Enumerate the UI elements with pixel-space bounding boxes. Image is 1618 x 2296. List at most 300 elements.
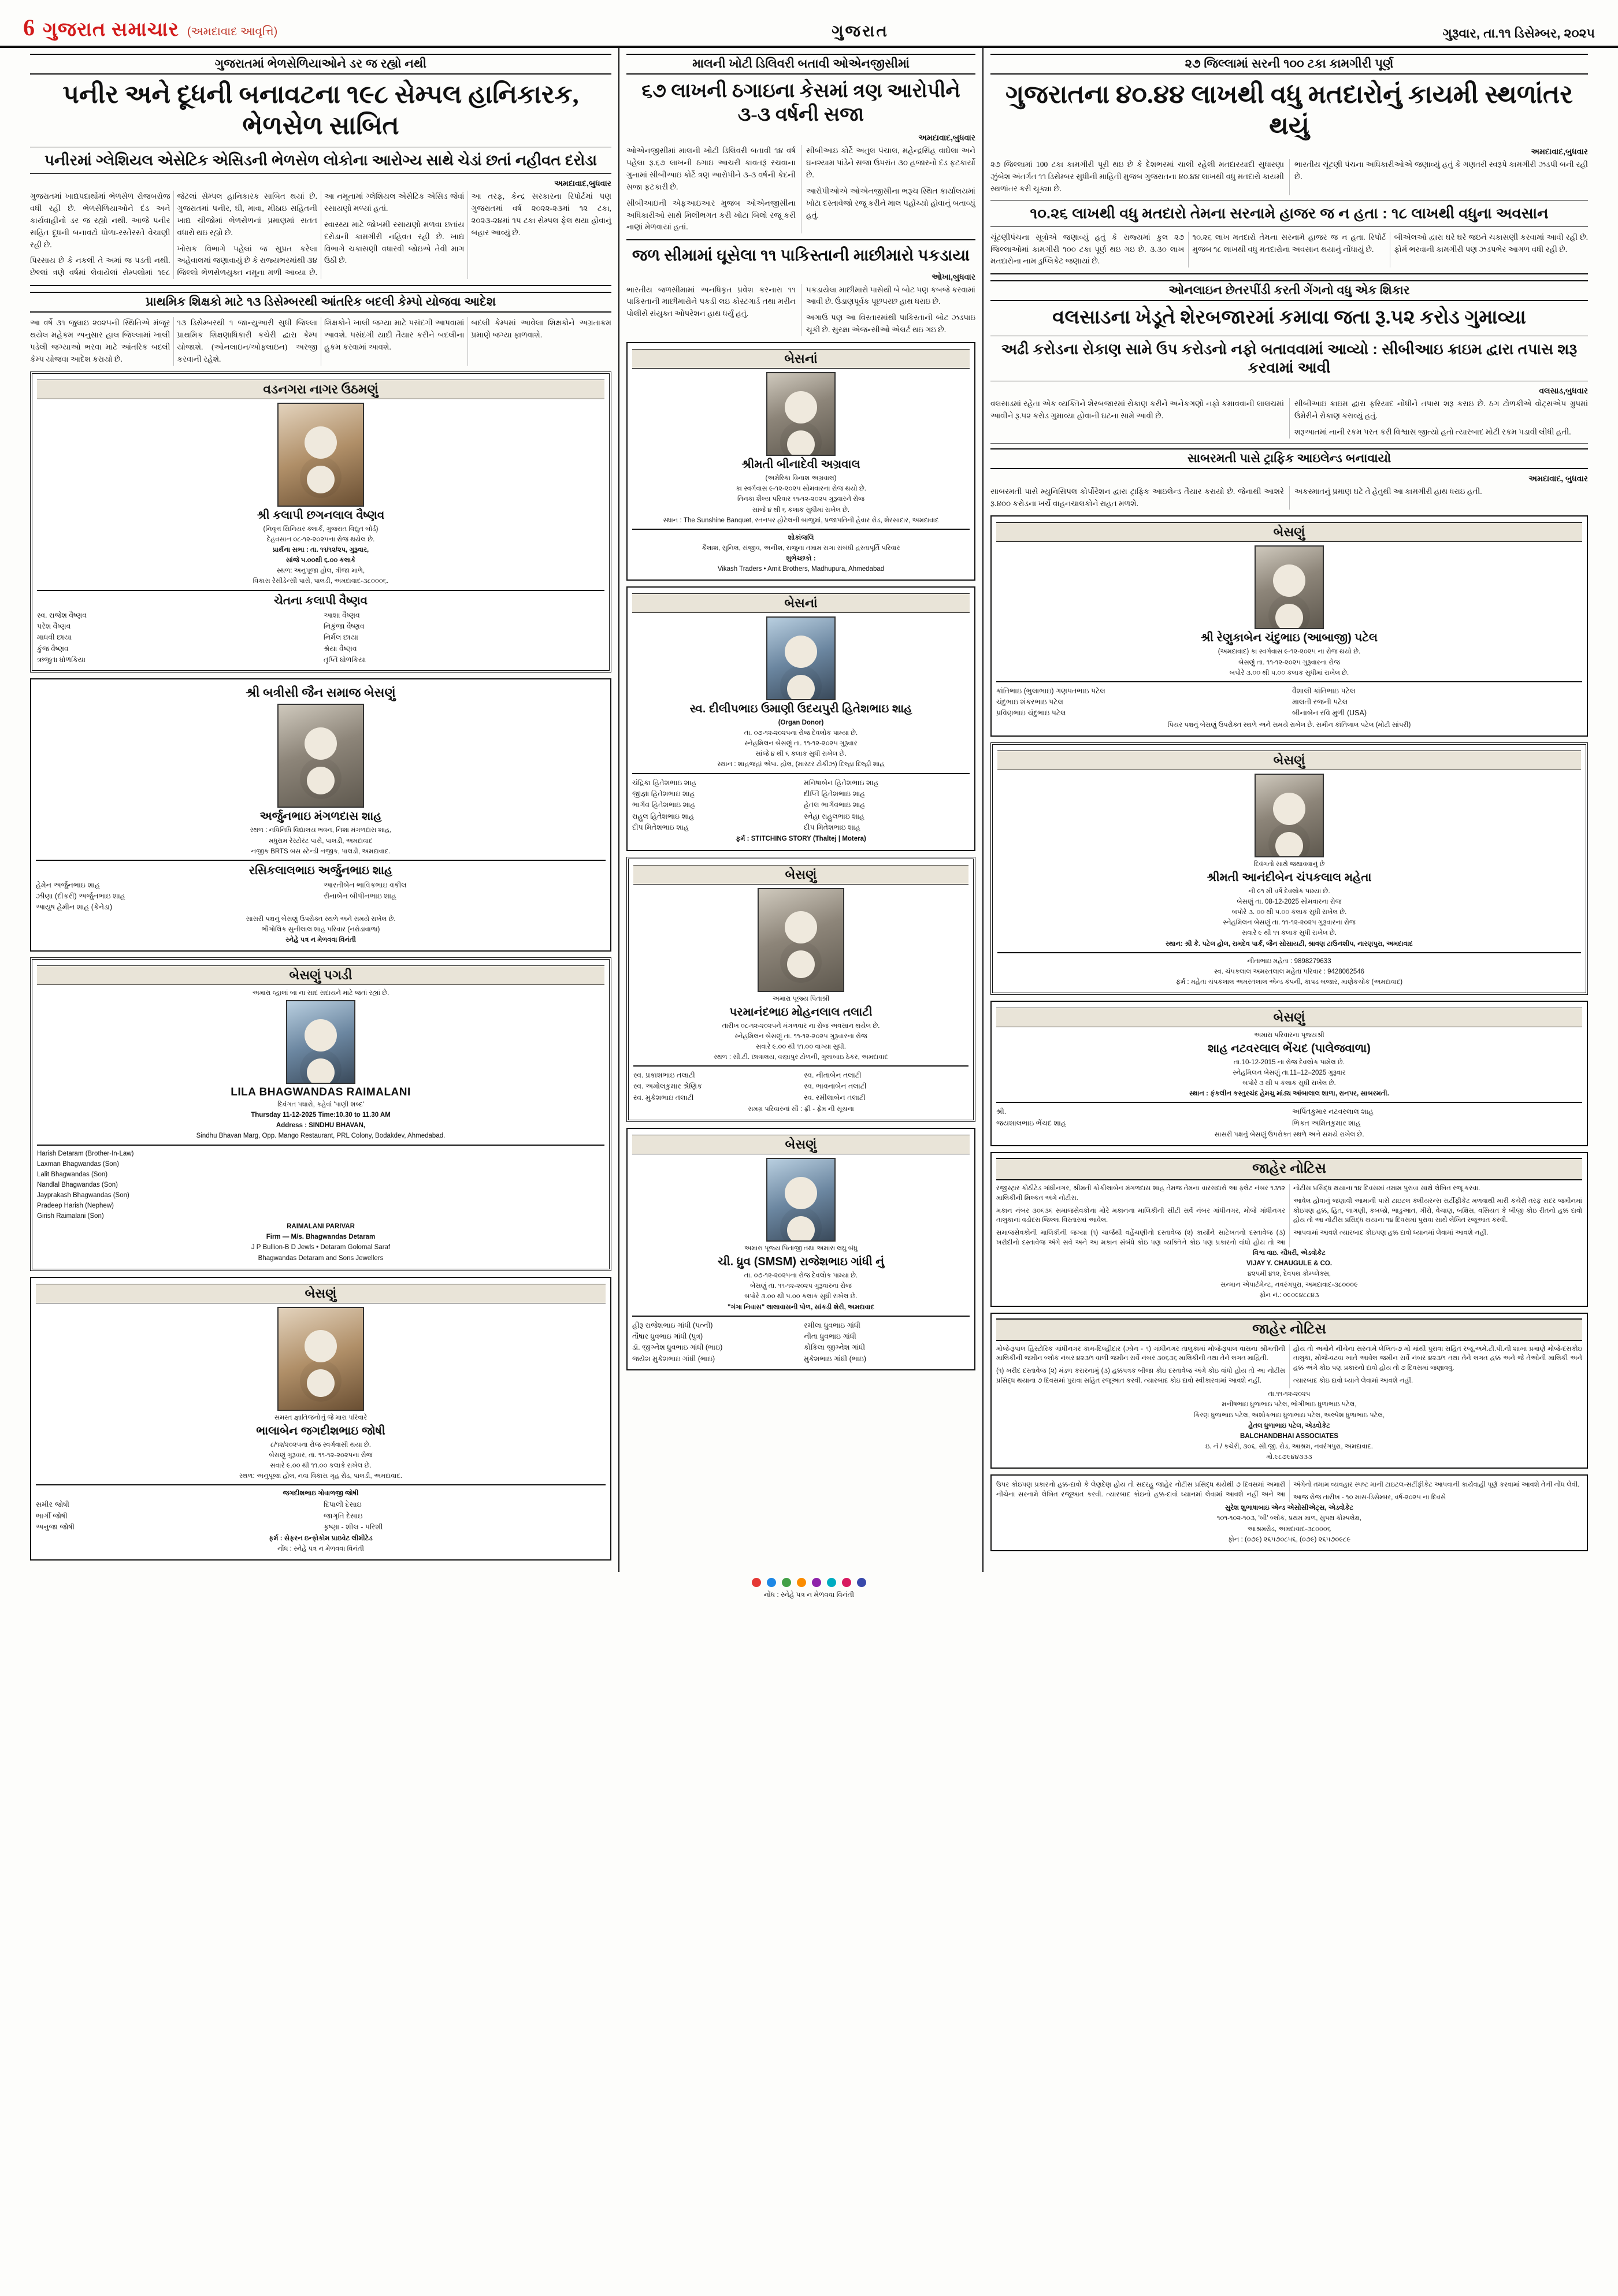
c3-story3-kicker: સાબરમતી પાસે ટ્રાફિક આઇલેન્ડ બનાવાયો xyxy=(990,448,1588,469)
paragraph: સીબીઆઇની એફઆઇઆર મુજબ ઓએનજીસીના અધિકારીઓ સાથે મિલીભગત કરી ખોટા બિલો રજૂ કરી નાણાં મેળવાયાં હતાં. xyxy=(626,198,796,232)
family-member: માધવી છાયા xyxy=(37,633,72,642)
notice-paragraph: આજ રોજ તારીખ - ૧૦ માસ-ડિસેમ્બર, વર્ષ-૨૦૨૫ ના દિવસે xyxy=(1293,1493,1446,1501)
deceased-portrait xyxy=(277,704,364,808)
registration-dot xyxy=(782,1578,791,1587)
c3-story1-subhead: ૧૦.૨૬ લાખથી વધુ મતદારો તેમના સરનામે હાજર જ ન હતા : ૧૮ લાખથી વધુના અવસાન xyxy=(990,200,1588,227)
family-member: અર્પિતકુમાર નટવરલાલ શાહ xyxy=(1292,1108,1374,1116)
family-member: દીપ્તિ હિતેશભાઇ શાહ xyxy=(804,789,866,798)
registration-dot xyxy=(752,1578,761,1587)
deceased-name: શ્રી કલાપી છગનલાલ વૈષ્ણવ xyxy=(257,508,385,522)
ad-line: (નિવૃત્ત સિનિયર ક્લાર્ક, ગુજરાત વિદ્યુત બોર્ડ) xyxy=(263,525,378,533)
notice-body xyxy=(996,1344,1582,1389)
ad-subtitle: (અમેરિકા વિનાશ અગ્રવાલ) xyxy=(765,475,837,482)
family-member: રીનાબેન બીપીનભાઇ શાહ xyxy=(324,892,397,901)
family-member: હેતલ ભાર્ગવભાઇ શાહ xyxy=(804,801,866,809)
ad-venue: સ્થાન : શાહજહાં એપા. હોલ, (માસ્ટર ટોકીઝ) દિલ્હા દિલ્હી શાહ xyxy=(717,761,885,768)
family-member: ડૉ. જીગ્નેશ ધ્રુવભાઇ ગાંધી (ભાઇ) xyxy=(632,1343,723,1352)
paragraph: અકસ્માતનું પ્રમાણ ઘટે તે હેતુથી આ કામગીરી હાથ ધરાઇ હતી. xyxy=(1294,486,1482,496)
deceased-name: શાહ નટવરલાલ ભેંચદ (પાલેજવાળા) xyxy=(1208,1042,1371,1055)
deceased-name: ભાલાબેન જગદીશભાઇ જોષી xyxy=(256,1424,385,1437)
ad-line: તા.10-12-2015 ના રોજ દેવલોક પામેલ છે. xyxy=(1234,1058,1345,1066)
family-member: જયશાલભાઇ ભેંચદ શાહ xyxy=(996,1119,1066,1127)
ad-footer: સાસરી પક્ષનું બેસણું ઉપરોક્ત સ્થળે અને સમયે રાખેલ છે. xyxy=(246,915,396,923)
c3-story2-kicker: ઓનલાઇન છેતરપીંડી કરતી ગેંગનો વધુ એક શિકાર xyxy=(990,280,1588,301)
deceased-name: શ્રીમતી બીનાદેવી અગ્રવાલ xyxy=(741,458,860,471)
notice-paragraph: હોય તો અમોને નીચેના સરનામે લેખિત-૭ મો માંથી પુરાવા સહિત રજૂ.અમે.ટી.પી.ની શાખા પ્રમાણે મોજે-દસકોઇ તાલુકા, મોજે-વટવા ખાતે આવેલ જમીન સર્વે નંબર ૪૨૩/૧ તથા તેને લગત હક્ક અને જે તેઓની માલિકી અને હક્ક અંગે કોઇ પણ પ્રકારનો દાવો હોય તો ૭ દિવસમાં જણાવવું. xyxy=(1293,1345,1582,1372)
column-left xyxy=(23,48,618,1572)
family-head: રસિકલાલભાઇ અર્જુનભાઇ શાહ xyxy=(248,864,393,877)
ad-banner: બેસણું xyxy=(997,751,1581,770)
family-names xyxy=(996,686,1582,719)
ad-banner: બેસનાં xyxy=(632,593,970,613)
relative: Harish Detaram (Brother-In-Law) xyxy=(37,1150,134,1157)
notice-paragraph: ત્યારબાદ કોઇ દાવો ધ્યાને લેવામાં આવશે નહીં. xyxy=(1293,1377,1413,1384)
family-member: જાગૃતિ દેસાઇ xyxy=(324,1511,363,1520)
ad-venue: સ્થાન: શ્રી કે. પટેલ હોલ, રામદેવ પાર્ક, જૈન સોસાયટી, શ્રાવણ ટાઉનશીપ, નારણપુરા, અમદાવાદ xyxy=(1166,940,1413,948)
deceased-name: પરમાનંદભાઇ મોહનલાલ તલાટી xyxy=(729,1005,873,1019)
ad-line: દિવંગત પધારો, કહેવાં 'પાણી શબ્દ' xyxy=(277,1101,364,1109)
notice-firm: સુરેશ શુભાષાબાઇ એન્ડ એસોસીએટ્સ, એડવોકેટ xyxy=(1224,1504,1354,1512)
deceased-portrait xyxy=(766,616,836,700)
deceased-name: શ્રીમતી આનંદીબેન ચંપકલાલ મહેતા xyxy=(1207,871,1372,885)
notice-body xyxy=(996,1184,1582,1247)
ad-venue: સ્થાન : ફંકલીન કસ્તુરચંદ હેમચુ માંડ્ય આંબાલાલ શાળા, રાનપર, સાબરમતી. xyxy=(1189,1090,1389,1098)
contact-phone[interactable]: સ્વ. ચંપકલાલ અમરતલાલ મહેતા પરિવાર : 9428062546 xyxy=(1214,968,1365,975)
c2-story1-dateline: અમદાવાદ,બુધવાર xyxy=(918,132,975,142)
mourners-title: શોકાંજલિ xyxy=(788,534,814,541)
family-names xyxy=(633,1070,968,1104)
firm-line: Bhagwandas Detaram and Sons Jewellers xyxy=(258,1254,384,1262)
c3-story2-headline: વલસાડના ખેડૂતે શેરબજારમાં કમાવા જતા રૂ.૫૨ કરોડ ગુમાવ્યા xyxy=(1052,307,1526,329)
c3-story1-kicker: ૨૭ જિલ્લામાં સરની ૧૦૦ ટકા કામગીરી પૂર્ણ xyxy=(990,54,1588,75)
story1-headline: પનીર અને દૂધની બનાવટના ૧૯૮ સેમ્પલ હાનિકારક, ભેળસેળ સાબિત xyxy=(62,80,579,140)
c3-story1-dateline: અમદાવાદ,બુધવાર xyxy=(1531,147,1588,157)
notice-paragraph: આપવામાં આવશે ત્યારબાદ કોઇપણ હક્ક દાવો ધ્યાનમાં લેવામાં આવશે નહીં. xyxy=(1293,1229,1489,1236)
ad-line: સવારે ૯.૦૦ થી ૧૧.૦૦ વાગ્યા સુધી. xyxy=(756,1043,846,1050)
ad-banner: બેસણું xyxy=(996,522,1582,542)
family-member: વૈશાલી કાંતિભાઇ પટેલ xyxy=(1292,686,1356,695)
ad-line: નજીક BRTS બસ સ્ટેન્ડી નજીક, પાલડી, અમદાવાદ. xyxy=(251,848,391,855)
ad-banner: બેસણું xyxy=(996,1008,1582,1027)
ad-note: દિવંગતો સાથે જથાવવાનું છે xyxy=(1253,860,1325,868)
ad-footer: સમગ્ર પરિવારનાં સૌ : ફ્રી - ફ્રેમ ની સૂચના xyxy=(748,1106,854,1113)
column-center xyxy=(618,48,982,1572)
family-member: સ્વ. નીતાબેન તલાટી xyxy=(804,1071,862,1079)
notice-phone[interactable]: ફોન નં.: ૦૯૦૯૪૮૮૪૩ xyxy=(1259,1291,1319,1299)
c3-story1-body xyxy=(990,159,1588,195)
ad-line: કા સ્વર્ગવાસ ૯-૧૨-૨૦૨૫ સોમવારના રોજ થયો છે. xyxy=(735,485,866,493)
story1-body xyxy=(30,191,611,279)
paragraph: ગુજરાતમાં ખાદ્યપદાર્થોમાં ભેળસેળ રોજબરોજ વધી રહી છે. ભેળસેળિયાઓને દંડ અને કાર્યવાહીનો ડર જ રહ્યો નથી. આજે પનીર સહિત દૂધની બનાવટો ધોળા-રસ્તેરસ્તે વેચાણી રહી છે. xyxy=(30,191,170,249)
ad-line: સ્થળ : નવિનિધિ વિદ્યાલય ભવન, નિશા મંગળદાસ શાહ, xyxy=(250,827,392,834)
ad-footer: ફર્મ : મહેતા ચંપકલાલ અમરતલાલ એન્ડ કંપની, કાપડ બજાર, માણેકચોક (અમદાવાદ) xyxy=(1175,978,1403,986)
c3-story3-dateline: અમદાવાદ, બુધવાર xyxy=(1528,473,1588,483)
family-member: શ્રી. xyxy=(996,1108,1007,1116)
ad-line: સ્નેહમિલન બેસણું તા.11–12–2025 ગુરૂવાર xyxy=(1233,1069,1346,1077)
family-member: માલતી રજની પટેલ xyxy=(1292,698,1348,707)
paragraph: વલસાડમાં રહેતા એક વ્યક્તિને શેરબજારમાં રોકાણ કરીને અનેકગણો નફો કમાવવાની લાલચમાં આવીને રૂ.૫૨ કરોડ ગુમાવ્યા હોવાની ઘટના સામે આવી છે. xyxy=(990,399,1284,420)
registration-dot xyxy=(857,1578,866,1587)
family-names xyxy=(37,610,604,666)
notice-signature: હેતલ ધુળાભાઇ પટેલ, એડવોકેટ xyxy=(1248,1422,1330,1429)
public-notice xyxy=(990,1152,1588,1307)
paragraph: સીબીઆઇ કોર્ટે અતુલ પંચાલ, મહેન્દ્રસિંહ વાઘેલા અને ઘનશ્યામ પાંડેને સજા ઉપરાંત ૩૦ હજારનો દંડ ફટકાર્યો છે. xyxy=(806,146,975,179)
ad-line: સાંજે ૫.૦૦થી ૬.૦૦ કલાકે xyxy=(285,557,356,564)
ad-line: સ્નેહમિલન બેસણું તા. ૧૧-૧૨-૨૦૨૫ ગુરૂવારના રોજ xyxy=(734,1032,867,1040)
notice-address: આશ્રમરોડ, અમદાવાદ-૩૮૦૦૦૬ xyxy=(1247,1525,1331,1533)
obituary-ad xyxy=(626,857,975,1123)
c2-story1-kicker: માલની ખોટી ડિલિવરી બતાવી ઓએનજીસીમાં xyxy=(626,54,975,75)
edition-label: (અમદાવાદ આવૃત્તિ) xyxy=(187,25,278,38)
family-member: ઋજુતા ધોળકિયા xyxy=(37,656,86,664)
paragraph: પિરસાય છે કે નકલી તે અમાં જ પડતી નથી. છેલ્લાં ત્રણે વર્ષમાં લેવાયેલાં સેમ્પલોમાં ૧૯૮ જેટલાં સેમ્પલ હાનિકારક સાબિત થયાં છે. ગુજરાતમાં પનીર, ઘી, માવા, મીઠાઇ સહિતની ખાદ્ય ચીજોમાં ભેળસેળનાં પ્રમાણમાં સતત વધારો થઇ રહ્યો છે. xyxy=(30,191,317,277)
ad-line: મધુરામ રેસ્ટોરંટ પાસે, પાલડી, અમદાવાદ xyxy=(269,837,373,845)
issue-date: ગુરૂવાર, તા.૧૧ ડિસેમ્બર, ૨૦૨૫ xyxy=(1442,26,1595,40)
color-registration-strip xyxy=(0,1572,1618,1589)
ad-line: સાંજે ૪ થી ૬ કલાક સુધી રાખેલ છે. xyxy=(755,751,847,758)
ad-line: સાંજે ૪ થી ૬ કલાક સુધીમાં રાખેલ છે. xyxy=(752,506,850,514)
c2-story2-headline: જળ સીમામાં ઘૂસેલા ૧૧ પાકિસ્તાની માછીમારો પકડાયા xyxy=(632,247,970,265)
family-member: પરેશ વૈષ્ણવ xyxy=(37,622,71,630)
deceased-name: અર્જુનભાઇ મંગળદાસ શાહ xyxy=(259,810,382,823)
paragraph: ભારતીય જળસીમામાં અનધિકૃત પ્રવેશ કરનારા ૧૧ પાકિસ્તાની માછીમારોને પકડી લઇ કોસ્ટગાર્ડ તથા મરીન પોલીસે સંયુક્ત ઓપરેશન હાથ ધર્યું હતું. xyxy=(626,285,796,318)
ad-banner: બેસણું xyxy=(36,1284,606,1303)
paragraph: ૧૩ ડિસેમ્બરથી ૧ જાન્યુઆરી સુધી જિલ્લા પ્રાથમિક શિક્ષણાધિકારી કચેરી દ્વારા કેમ્પ યોજાશે. (ઓનલાઇન/ઓફલાઇન) અરજી કરવાની રહેશે. xyxy=(177,318,317,364)
obituary-ad-english xyxy=(30,957,611,1271)
c2-story2-dateline: ઓખા,બુધવાર xyxy=(932,272,975,281)
obituary-ad xyxy=(990,742,1588,995)
notice-paragraph: મકાન નંબર ૩૦૬૩૬ સમાજસેવકોના મોરે મકાનના માલિકીની સીટી સર્વે નંબર ગાંધીનગર, મોજે ગાંધીનગર તાલુકાનાં વડોદરા જિલ્લા વિસ્તારમાં આવેલ. xyxy=(996,1207,1285,1224)
ad-line: તિનકા શૈલ્ય પરિવાર ૧૧-૧૨-૨૦૨૫ ગુરૂવારને રોજ xyxy=(737,496,864,503)
relative: Lalit Bhagwandas (Son) xyxy=(37,1171,108,1178)
firm-label: શુભેચ્છકો : xyxy=(786,555,816,562)
family-member: દીપ મિતેશભાઇ શાહ xyxy=(632,823,689,832)
notice-paragraph: રજીસ્ટ્રાર કોઠીટેડ ગાંધીનગર, શ્રીમતી કોકીલાબેન મંગળદાસ શાહ તેમજ તેમના વારસદારો આ ફ્લેટ નંબર ૧૩૧૨ માલિકીની મિલ્કત અંગે નોટીસ. xyxy=(996,1185,1285,1202)
notice-firm: BALCHANDBHAI ASSOCIATES xyxy=(1240,1432,1338,1440)
paragraph: સાબરમતી પાસે મ્યુનિસિપલ કોર્પોરેશન દ્વારા ટ્રાફિક આઇલેન્ડ તૈયાર કરાયો છે. જેનાથી આશરે રૂ.૪૦૦ કરોડના ખર્ચે વાહનચાલકોને રાહત મળશે. xyxy=(990,486,1284,508)
notice-signature: વિશ્વ વાઇ. ચૌધરી, એડવોકેટ xyxy=(1253,1250,1326,1257)
paragraph: સ્વાસ્થ્ય માટે જોખમી રસાયણો મળવા છતાંય દરોડાની કામગીરી નહિવત રહી છે. ખાદ્ય વિભાગે ચકાસણી વધારવી જોઇએ તેવી માગ ઉઠી છે. xyxy=(324,220,465,265)
family-member: આયુષ હેમીન શાહ (કેનેડા) xyxy=(36,903,113,912)
ad-when: Thursday 11-12-2025 Time:10.30 to 11.30 AM xyxy=(251,1112,391,1119)
registration-dot xyxy=(827,1578,836,1587)
notice-phone[interactable]: મો.૯૮૭૯૪૪૩૩૩ xyxy=(1266,1453,1312,1461)
paragraph: અગાઉ પણ આ વિસ્તારમાંથી પાકિસ્તાની બોટ ઝડપાઇ ચૂકી છે. સુરક્ષા એજન્સીઓ એલર્ટ થઇ ગઇ છે. xyxy=(806,313,975,335)
firm-name: ફર્મ : STITCHING STORY (Thaltej | Motera) xyxy=(736,835,866,843)
paragraph: આરોપીઓએ ઓએનજીસીના ભરૂચ સ્થિત કાર્યાલયમાં ખોટા દસ્તાવેજો રજૂ કરીને માલ પહોંચ્યો હોવાનું બતાવ્યું હતું. xyxy=(806,186,975,220)
address-label: Address : SINDHU BHAVAN, xyxy=(276,1122,366,1130)
family-member: સમીર જોષી xyxy=(36,1500,69,1509)
family-member: ભાર્ગવ હિતેશભાઇ શાહ xyxy=(632,801,696,809)
notice-address: ૧૦૧-૧૦૨-૧૦૩, 'બી' બ્લોક, પ્રથમ માળ, સુપથ કોમ્પલેક્ષ, xyxy=(1216,1515,1362,1522)
ad-line: બેસણું તા. ૧૧-૧૨-૨૦૨૫ ગુરૂવારના રોજ xyxy=(750,1283,852,1290)
notice-title: જાહેર નોટિસ xyxy=(996,1318,1582,1341)
notice-title: જાહેર નોટિસ xyxy=(996,1158,1582,1180)
ad-footer: ભૌગોલિક સુનીલાલ શાહ પરિવાર (નરોડાવાળા) xyxy=(261,926,380,933)
notice-paragraph: મોજે-રૂપાલ હિસ્ટોરિક ગાંધીનગર કામ-દિલ્હીદાર (ઝોન - ૧) ગાંધીનગર તાલુકામાં મોજે-રૂપાલ વાસના શ્રીમતીની માલિકીની જમીન બ્લોક નંબર ૪૨૩/૧ વાળી જમીન સર્વે નંબર ૩૦૬૩૬ માલિકીની તથા તેને લગત માહિતી. xyxy=(996,1345,1285,1362)
family-names xyxy=(36,1499,606,1533)
ad-note: અમારા પૂજ્ય પિતાજી તથા અમારા લઘુ બંધુ xyxy=(744,1245,858,1253)
family-member: કાંતિભાઇ (ભુલાભાઇ) ગણપતભાઇ પટેલ xyxy=(996,686,1105,695)
ad-note: નોંધ : સ્નેહે પત્ર ન મેળવવા વિનંતી xyxy=(277,1545,364,1553)
paragraph: ખોરાક વિભાગે પહેલાં જ સુપ્રત કરેલા અહેવાલમાં જણાવાયું છે કે રાજ્યભરમાંથી ૩૪ જિલ્લો ભેળસેળયુક્ત નમૂના મળી આવ્યા છે. આ નમૂનામાં ગ્લેશિયલ એસેટિક એસિડ જેવાં રસાયણો મળ્યાં હતાં. xyxy=(177,191,465,277)
column-right xyxy=(982,48,1595,1572)
ad-banner: બેસણું પગડી xyxy=(37,965,604,985)
page-footer-note: નોંધ : સ્નેહે પત્ર ન મેળવવા વિનંતી xyxy=(763,1591,855,1599)
family-head: જગદીશભાઇ ગોવાળજી જોષી xyxy=(283,1490,359,1498)
family-member: સ્નેહા રાહુલભાઇ શાહ xyxy=(804,812,864,820)
address: Sindhu Bhavan Marg, Opp. Mango Restaurant, PRL Colony, Bodakdev, Ahmedabad. xyxy=(196,1132,446,1140)
ad-footer: પિયર પક્ષનું બેસણું ઉપરોક્ત સ્થળે અને સમયે રાખેલ છે. સમીન કાંતિલાલ પટેલ (મોટી સાંપરી) xyxy=(1167,721,1411,729)
ad-line: સ્નેહમિલન બેસણું તા. ૧૧-૧૨-૨૦૨૫ ગુરૂવાર xyxy=(744,740,858,748)
ad-footer: સાસરી પક્ષનું બેસણું ઉપરોક્ત સ્થળે અને સમયે રાખેલ છે. xyxy=(1214,1131,1364,1139)
deceased-portrait xyxy=(1255,545,1324,629)
family-member: પ્રવિણભાઇ ચંદુભાઇ પટેલ xyxy=(996,709,1066,718)
ad-line: ની ૯૧ મી વર્ષે દેવલોક પામ્યા છે. xyxy=(1248,888,1330,896)
paragraph: ચૂંટણીપંચના સૂત્રોએ જણાવ્યું હતું કે રાજ્યમાં કુલ ૨૭ જિલ્લાઓમાં કામગીરી ૧૦૦ ટકા પૂર્ણ થઇ ગઇ છે. ૩.૩૦ લાખ મતદારોના નામ ડુપ્લિકેટ જણાયાં છે. xyxy=(990,232,1185,266)
family-member: ઝીણા (દીકરી) અર્જુનભાઇ શાહ xyxy=(36,892,125,901)
notice-address: ૪૨૫મી ૪૧૨, દેવપથ કોમ્પ્લેક્સ, xyxy=(1247,1270,1331,1278)
family-member: સ્વ. ભાવનાબેન તલાટી xyxy=(804,1082,867,1091)
ad-line: સવારે ૯.૦૦ થી ૧૧.૦૦ કલાકે રાખેલ છે. xyxy=(270,1462,372,1469)
ad-note: અમારા પરિવારના પૂજ્યશ્રી xyxy=(1254,1031,1324,1039)
deceased-portrait xyxy=(766,1158,836,1242)
ad-line: તારીખ ૦૮-૧૨-૨૦૨૫ને મંગળવાર ના રોજ અવસાન થયેલ છે. xyxy=(722,1022,880,1030)
ad-line: બપોરે ૩. ૦૦ થી ૫.૦૦ કલાક સુધી રાખેલ છે. xyxy=(1231,909,1347,916)
ad-line: વિકાસ રેસીડેન્સી પાસે, પાલડી, અમદાવાદ-૩૮૦૦૦૬. xyxy=(253,578,389,585)
notice-firm: VIJAY Y. CHAUGULE & CO. xyxy=(1246,1260,1333,1268)
deceased-portrait xyxy=(277,1307,364,1411)
c3-story2-subhead: અઢી કરોડના રોકાણ સામે ઉપ કરોડનો નફો બતાવવામાં આવ્યો : સીબીઆઇ ક્રાઇમ દ્વારા તપાસ શરૂ કરવામાં આવી xyxy=(990,336,1588,381)
paragraph: બીએલઓ દ્વારા ઘરે ઘરે જઇને ચકાસણી કરવામાં આવી રહી છે. ફોર્મ ભરવાની કામગીરી પણ ઝડપભેર આગળ વધી રહી છે. xyxy=(1394,232,1588,254)
masthead-left xyxy=(23,14,277,41)
ad-note: અમારા વ્હાલાં બા ના સાદ સદાયને માટે જતાં રહ્યાં છે. xyxy=(252,990,389,997)
family-names xyxy=(36,880,606,913)
ad-line: પ્રાર્થના સભા : તા. ૧૧/૧૨/૨૫, ગુરૂવાર, xyxy=(272,547,369,554)
story1-subhead: પનીરમાં ગ્લેશિયલ એસેટિક એસિડની ભેળસેળ લોકોના આરોગ્ય સાથે ચેડાં છતાં નહીવત દરોડા xyxy=(30,147,611,174)
relative: Girish Raimalani (Son) xyxy=(37,1213,104,1220)
paragraph: આ વર્ષે ૩૧ જુલાઇ ૨૦૨૫ની સ્થિતિએ મંજૂર થયેલ મહેકમ અનુસાર હાલ જિલ્લામાં ખાલી પડેલી જગ્યાઓ ભરવા માટે આંતરિક બદલી કેમ્પ યોજવા આદેશ કરાયો છે. xyxy=(30,318,170,364)
family-member: ચંદુભાઇ શંકરભાઇ પટેલ xyxy=(996,698,1063,707)
paragraph: શિક્ષકોને ખાલી જગ્યા માટે પસંદગી આપવામાં આવશે. પસંદગી યાદી તૈયાર કરીને બદલીના હુકમ કરવામાં આવશે. xyxy=(324,318,465,352)
paragraph: ૧૦.૨૬ લાખ મતદારો તેમના સરનામે હાજર જ ન હતા. રિપોર્ટ મુજબ ૧૮ લાખથી વધુ મતદારોના અવસાન થયાનું નોંધાયું છે. xyxy=(1192,232,1386,254)
paragraph: સીબીઆઇ ક્રાઇમ દ્વારા ફરિયાદ નોંધીને તપાસ શરૂ કરાઇ છે. ઠગ ટોળકીએ વોટ્સએપ ગ્રુપમાં ઉમેરીને રોકાણ કરાવ્યું હતું. xyxy=(1294,399,1588,420)
obituary-ad xyxy=(626,1128,975,1370)
family-member: તૌષાર ધ્રુવભાઇ ગાંધી (પુત્ર) xyxy=(632,1332,703,1341)
family-head: ચેતના કલાપી વૈષ્ણવ xyxy=(273,594,368,607)
family-member: જયેશ મુકેશભાઇ ગાંધી (ભાઇ) xyxy=(632,1354,715,1363)
ad-note: સ્નેહે પત્ર ન મેળવવા વિનંતી xyxy=(285,937,356,944)
obituary-ad xyxy=(990,1001,1588,1146)
ad-subtitle: (અમદાવાદ) કા સ્વર્ગવાસ ૯-૧૨-૨૦૨૫ ના રોજ થયો છે. xyxy=(1218,648,1361,656)
family-member: સ્વ. રાજેશ વૈષ્ણવ xyxy=(37,611,87,619)
registration-dot xyxy=(812,1578,821,1587)
registration-dot xyxy=(767,1578,776,1587)
ad-venue: સ્થાન : The Sunshine Banquet, રતનપર હોટેલની બાજુમાં, પ્રજાપતિની હેવાર રોડ, શેરસાદાર, અમદાવાદ xyxy=(663,517,939,524)
firm-name: Firm — M/s. Bhagwandas Detaram xyxy=(266,1234,376,1241)
family-member: આરતીબેન ભાવિકભાઇ વકીલ xyxy=(324,880,407,889)
c3-story2-dateline: વલસાડ,બુધવાર xyxy=(1539,385,1588,395)
paragraph: આ તરફ, કેન્દ્ર સરકારના રિપોર્ટમાં પણ ગુજરાતમાં વર્ષ ૨૦૨૨-૨૩માં ૧૨ ટકા, ૨૦૨૩-૨૪માં ૧૫ ટકા સેમ્પલ ફેલ થયા હોવાનું બહાર આવ્યું છે. xyxy=(471,191,611,237)
notice-paragraph: (૧) ખરીદ દસ્તાવેજ (૨) મંડળ કરારનામું (૩) હક્કપત્રક બીજા કોઇ દસ્તાવેજ અંગે કોઇ વાંધો હોય તો આ નોટીસ પ્રસિદ્ધ થયાના ૭ દિવસમાં પુરાવા સહિત રજૂઆત કરવી. ત્યારબાદ કોઇ દાવો સ્વીકારવામાં આવશે નહીં. xyxy=(996,1368,1285,1384)
ad-line: બપોરે ૩.૦૦ થી ૫.૦૦ કલાક સુધી રાખેલ છે. xyxy=(744,1293,858,1301)
paragraph: બદલી કેમ્પમાં આવેલા શિક્ષકોને અગ્રતાક્રમ પ્રમાણે જગ્યા ફાળવાશે. xyxy=(471,318,611,340)
deceased-portrait xyxy=(766,372,836,456)
deceased-portrait xyxy=(277,403,364,507)
firm-line: J P Bullion-B D Jewls • Detaram Golomal Saraf xyxy=(251,1244,391,1251)
deceased-name: LILA BHAGWANDAS RAIMALANI xyxy=(231,1086,411,1099)
ad-line: ૮/૧૨/૨૦૨૫ના રોજ સ્વર્ગવાસી થયા છે. xyxy=(270,1441,371,1448)
ad-line: સ્થળ: અનુપૂજા હોલ, નવા વિકાસ ગૃહ રોડ, પાલડી, અમદાવાદ. xyxy=(239,1472,402,1480)
mourners: કૈલાશ, સુનિલ, સંજીવ, અનીશ, રાજુના તમામ સગા સંબંધી હસ્તાપૂર્તિ પરિવાર xyxy=(702,544,900,552)
notice-signature: મનીષભાઇ ધુળાભાઇ પટેલ, ભોગીભાઇ ધુળાભાઇ પટેલ, xyxy=(1222,1401,1357,1409)
ad-venue: "ગંગા નિવાસ" લાલાવાસની પોળ, સાંકડી શેરી, અમદાવાદ xyxy=(728,1303,874,1311)
ad-line: તા. ૦૭-૧૨-૨૦૨૫ના રોજ દેવલોક પામ્યા છે. xyxy=(744,1272,858,1280)
family-member: સ્વ. પ્રકાશભાઇ તલાટી xyxy=(633,1071,695,1079)
deceased-portrait xyxy=(1255,774,1324,857)
family-member: દીપ મિતેશભાઇ શાહ xyxy=(804,823,860,832)
family-member: ચંદ્રિકા હિતેશભાઇ શાહ xyxy=(632,778,697,787)
relative: Laxman Bhagwandas (Son) xyxy=(37,1160,119,1168)
page-columns xyxy=(0,48,1618,1572)
family-names xyxy=(996,1106,1582,1129)
ad-line: બેસણું તા. ૧૧-૧૨-૨૦૨૫ ગુરૂવારના રોજ xyxy=(1238,659,1340,666)
family-member: જીજ્ઞા હિતેશભાઇ શાહ xyxy=(632,789,695,798)
ad-line: તા. ૦૭-૧૨-૨૦૨૫ના રોજ દેવલોક પામ્યા છે. xyxy=(744,730,858,737)
family-member: કુંજ વૈષ્ણવ xyxy=(37,644,69,653)
family-member: અનુજા જોષી xyxy=(36,1522,75,1531)
story2-body xyxy=(30,317,611,366)
registration-dot xyxy=(842,1578,851,1587)
family-member: હેમેન અર્જુનભાઇ શાહ xyxy=(36,880,100,889)
notice-signature: કિરણ ધુળાભાઇ પટેલ, અશોકભાઇ ધુળાભાઇ પટેલ, અલ્પેશ ધુળાભાઇ પટેલ, xyxy=(1193,1411,1385,1419)
ad-venue: સ્થળ : સી.ટી. છાત્રાલય, વસ્ત્રાપુર ટોળની, ગુલાબાઇ ઠેકર, અમદાવાદ xyxy=(714,1053,888,1061)
notice-address: સન્માન એપાર્ટમેન્ટ, નવરંગપુરા, અમદાવાદ-૩૮૦૦૦૯ xyxy=(1220,1281,1358,1288)
family-member: ભિકત અમિતકુમાર શાહ xyxy=(1292,1119,1361,1127)
relative: Jayprakash Bhagwandas (Son) xyxy=(37,1191,129,1199)
ad-banner: શ્રી બત્રીસી જૈન સમાજ બેસણું xyxy=(246,685,396,700)
c2-story2-body xyxy=(626,284,975,337)
ad-line: બેસણું તા. 08-12-2025 સોમવારના રોજ xyxy=(1237,898,1342,906)
organ-donor-tag: (Organ Donor) xyxy=(778,719,824,727)
ad-line: બપોરે ૩.૦૦ થી ૫.૦૦ કલાક સુધીમાં રાખેલ છે. xyxy=(1229,669,1349,677)
ad-note: સમસ્ત જ્ઞાતિજનોનું જે મારા પરિવારે xyxy=(274,1414,368,1421)
deceased-name: ચી. ધ્રુવ (SMSM) રાજેશભાઇ ગાંધી નું xyxy=(717,1255,885,1269)
notice-paragraph: ઉપર કોઇપણ પ્રકારનો હક્ક-દાવો કે લેણદેણ હોય તો સદરહુ જાહેર નોટીસ પ્રસિદ્ધ થયેથી ૭ દિવસમાં અમારી નીચેના સરનામે લેખિત રજૂઆત કરવી. ત્યારબાદ કોઇનો હક્ક-દાવો ધ્યાનમાં લેવામાં આવશે નહીં અને આ અંગેનો તમામ વ્યવહાર સ્પષ્ટ માની ટાઇટલ-સર્ટીફીકેટ આપવાની કાર્યવાહી પૂર્ણ કરવામાં આવશે તેની નોંધ લેવી. xyxy=(996,1481,1580,1498)
relative: Pradeep Harish (Nephew) xyxy=(37,1202,114,1210)
ad-banner: બેસણું xyxy=(633,865,968,885)
story2-kicker: પ્રાથમિક શિક્ષકો માટે ૧૩ ડિસેમ્બરથી આંતરિક બદલી કેમ્પો યોજવા આદેશ xyxy=(30,292,611,313)
family-names xyxy=(632,778,970,834)
family-member: શ્રેયા વૈષ્ણવ xyxy=(324,644,357,653)
family-member: સ્વ. મુકેશભાઇ તલાટી xyxy=(633,1093,694,1102)
notice-address: ઇ. નં / કચેરી, ૩૦૬, સી.જી. રોડ, આશ્રમ, નવરંગપુરા, અમદાવાદ. xyxy=(1205,1443,1373,1450)
contact-phone[interactable]: નીતાભાઇ મહેતા : 9898279633 xyxy=(1247,957,1331,965)
family-member: સ્વ. અમોલકુમાર શ્રેણિક xyxy=(633,1082,702,1091)
deceased-name: સ્વ. દીલીપભાઇ ઉમાણી ઉદયપુરી હિતેશભાઇ શાહ xyxy=(689,703,912,716)
deceased-portrait xyxy=(286,1000,355,1084)
family-names xyxy=(632,1320,970,1365)
c3-story1-body2 xyxy=(990,232,1588,268)
story1-kicker: ગુજરાતમાં ભેળસેળિયાઓને ડર જ રહ્યો નથી xyxy=(30,54,611,75)
firm-line: Vikash Traders • Amit Brothers, Madhupura, Ahmedabad xyxy=(717,565,885,573)
deceased-name: શ્રી રેણુકાબેન ચંદુભાઇ (આબાજી) પટેલ xyxy=(1200,631,1378,645)
family-name: RAIMALANI PARIVAR xyxy=(287,1223,355,1231)
ad-banner: વડનગરા નાગર ઉઠમણું xyxy=(37,380,604,399)
public-notice xyxy=(990,1313,1588,1469)
family-member: મુકેશભાઇ ગાંધી (ભાઇ) xyxy=(804,1354,867,1363)
family-member: રાહુલ હિતેશભાઇ શાહ xyxy=(632,812,695,820)
paragraph: ભારતીય ચૂંટણી પંચના અધિકારીઓએ જણાવ્યું હતું કે ગણતરી સ્વરૂપે કામગીરી ઝડપી બની રહી છે. xyxy=(1294,160,1588,181)
c3-story3-body xyxy=(990,486,1588,510)
paper-name: ગુજરાત સમાચાર xyxy=(43,19,179,40)
obituary-ad xyxy=(990,515,1588,737)
ad-line: સવારે ૯ થી ૧૧ કલાક સુધી રાખેલ છે. xyxy=(1241,930,1337,937)
notice-phone[interactable]: ફોન : (૦૭૯) ૨૬૫૭૦૮૫૬, (૦૭૯) ૨૬૫૭૦૯૮૯ xyxy=(1227,1536,1351,1543)
family-member: નિકુંજા વૈષ્ણવ xyxy=(324,622,365,630)
firm-name: ફર્મ : સેફરન ઇન્ફોકોમ પ્રાઇવેટ લીમીટેડ xyxy=(269,1535,373,1543)
c2-story1-body xyxy=(626,145,975,233)
ad-line: બેસણું ગુરૂવાર, તા. ૧૧-૧૨-૨૦૨૫ના રોજ xyxy=(269,1451,373,1459)
ad-line: સ્નેહમિલન બેસણું તા. ૧૧-૧૨-૨૦૨૫ ગુરૂવારના રોજ xyxy=(1223,919,1356,927)
ad-banner: બેસણું xyxy=(632,1135,970,1154)
notice-paragraph: આવેલ હોવાનું જણાવી આમાની પાસે ટાઇટલ ક્લીયરન્સ સર્ટીફીકેટ મળવાથી મારી કચેરી તરફ સદર જમીનમાં કોઇપણ હક્ક, હિત, લાગણી, કબજો, ભાડુઆત, ગીરો, વેચાણ, બક્ષિસ, વસિયત કે બીજી કોઇ રીતનો હક્ક દાવો હોય તો આ નોટીસ પ્રસિદ્ધ થયાના ૧૪ દિવસમાં પુરાવા સાથે લેખિત રજૂઆત કરવી. xyxy=(1293,1197,1582,1224)
ad-line: બપોરે ૩ થી ૫ કલાક સુધી રાખેલ છે. xyxy=(1242,1080,1336,1087)
family-member: ભાર્ગી જોષી xyxy=(36,1511,68,1520)
section-title: ગુજરાત xyxy=(832,22,889,40)
family-member: રમીલા ધ્રુવભાઇ ગાંધી xyxy=(804,1321,860,1329)
paragraph: ૨૭ જિલ્લામાં 100 ટકા કામગીરી પૂરી થઇ છે કે દેશભરમાં ચાલી રહેલી મતદારયાદી સુધારણા ઝુંબેશ અંતર્ગત ૧૧ ડિસેમ્બર સુધીની માહિતી મુજબ ગુજરાતના ૪૦.૪૪ લાખથી વધુ મતદારો કાયમી સ્થળાંતર કરી ચૂક્યા છે. xyxy=(990,160,1284,194)
notice-body xyxy=(996,1480,1582,1502)
paragraph: ઓએનજીસીમાં માલની ખોટી ડિલિવરી બતાવી ૧૪ વર્ષ પહેલા રૂ.૬૭ લાખની ઠગાઇ આચરી કાવતરૂં રચવાના ગુનામાં સીબીઆઇ કોર્ટે ત્રણ આરોપીને ૩-૩ વર્ષની કેદની સજા ફટકારી છે. xyxy=(626,146,796,191)
family-member: બીનાબેન રવિ મુળી (USA) xyxy=(1292,709,1367,718)
ad-banner: બેસનાં xyxy=(632,349,970,369)
notice-paragraph: સમાજસેવકોની માલિકીની જગ્યા (૧) ચાર્જથી વહેંચણીનો દસ્તાવેજ (૨) કાર્યોને સાટેખતનો દસ્તાવેજ (૩) ખરીદીનો દસ્તાવેજ અંગે સર્વે અને આ મકાન સંબંધે કોઇ પણ વ્યક્તિને કોઇ પણ પ્રકારનો વાંધો હોય તો આ નોટીસ પ્રસિદ્ધ થયાના ૧૪ દિવસમાં તમામ પુરાવા સાથે લેખિત રજૂ કરવા. xyxy=(996,1185,1480,1246)
obituary-ad xyxy=(30,1277,611,1561)
obituary-ad xyxy=(30,678,611,952)
ad-line: દેહવસાન ૦૮-૧૨-૨૦૨૫ના રોજ થયેલ છે. xyxy=(266,536,375,544)
ad-note: અમારા પૂજ્ય પિતાશ્રી xyxy=(772,995,830,1002)
family-member: દિપાલી દેસાઇ xyxy=(324,1500,362,1509)
family-member: તૃપ્તિ ધોળકિયા xyxy=(324,656,366,664)
obituary-ad xyxy=(626,342,975,581)
page-number: 6 xyxy=(23,14,35,40)
family-member: નિર્મલ છાયા xyxy=(324,633,358,642)
masthead xyxy=(0,0,1618,48)
deceased-portrait xyxy=(758,888,844,992)
family-member: આશા વૈષ્ણવ xyxy=(324,611,360,619)
c2-story1-headline: ૬૭ લાખની ઠગાઇના કેસમાં ત્રણ આરોપીને ૩-૩ વર્ષની સજા xyxy=(641,80,960,126)
family-member: નીતા ધ્રુવભાઇ ગાંધી xyxy=(804,1332,856,1341)
family-member: કોકિલા જીગ્નેશ ગાંધી xyxy=(804,1343,866,1352)
relative: Nandlal Bhagwandas (Son) xyxy=(37,1181,118,1188)
c3-story2-body xyxy=(990,398,1588,439)
notice-date: તા.૧૧-૧૨-૨૦૨૫ xyxy=(1268,1391,1311,1398)
family-member: હીરૂ રાજેશભાઇ ગાંધી (પત્ની) xyxy=(632,1321,713,1329)
obituary-ad xyxy=(30,371,611,673)
story1-dateline: અમદાવાદ,બુધવાર xyxy=(554,178,611,188)
family-member: કૃષ્ણા - શીલ - પરિશી xyxy=(324,1522,383,1531)
obituary-ad xyxy=(626,586,975,850)
family-member: સ્વ. રમીલાબેન તલાટી xyxy=(804,1093,866,1102)
paragraph: પકડાયેલા માછીમારો પાસેથી બે બોટ પણ કબજે કરવામાં આવી છે. ઉંડાણપૂર્વક પૂછપરછ હાથ ધરાઇ છે. xyxy=(806,285,975,306)
registration-dot xyxy=(797,1578,806,1587)
paragraph: શરૂઆતમાં નાની રકમ પરત કરી વિશ્વાસ જીત્યો હતો ત્યારબાદ મોટી રકમ પડાવી લીધી હતી. xyxy=(1294,427,1571,436)
family-member: મનિષાબેન હિતેશભાઇ શાહ xyxy=(804,778,879,787)
public-notice-continuation xyxy=(990,1474,1588,1551)
c3-story1-headline: ગુજરાતના ૪૦.૪૪ લાખથી વધુ મતદારોનું કાયમી સ્થળાંતર થયું xyxy=(1005,80,1573,140)
ad-line: સ્થળ: અનુપૂજા હોલ, ત્રીજા માળે, xyxy=(276,567,365,575)
